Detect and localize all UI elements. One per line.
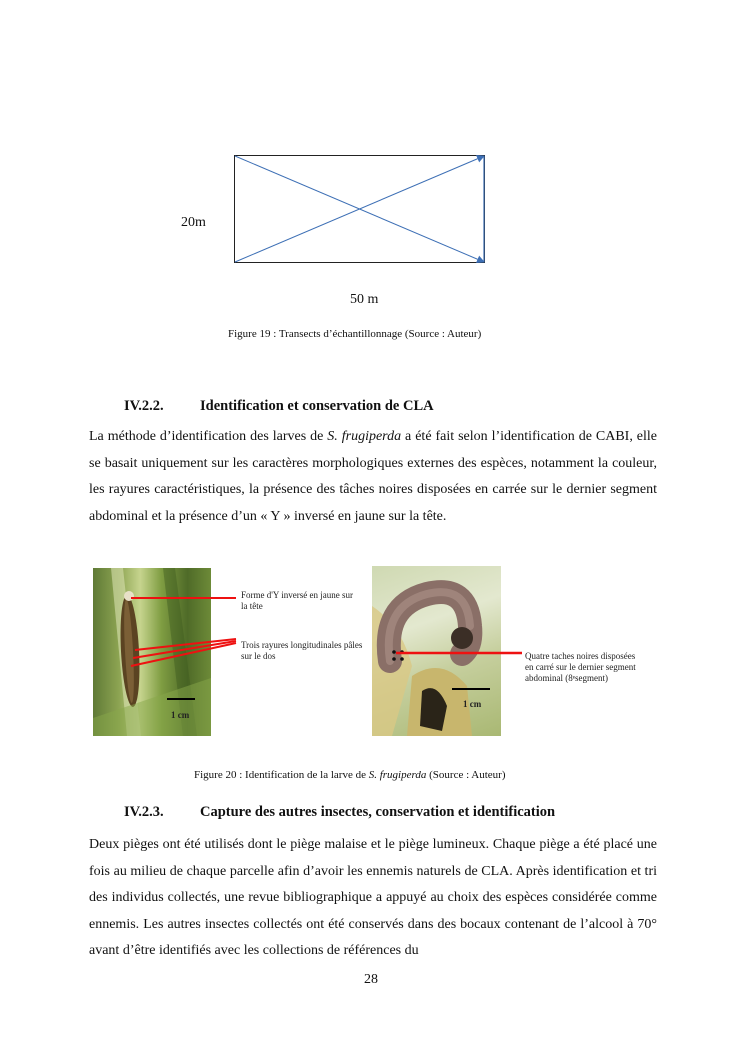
section-223-heading bbox=[124, 804, 556, 821]
section-title: Capture des autres insectes, conservation et identification bbox=[200, 804, 556, 820]
section-222-heading bbox=[124, 398, 434, 415]
height-label: 20m bbox=[181, 215, 206, 230]
stripes-annotation: Trois rayures longitudinales pâles sur le dos bbox=[241, 640, 363, 661]
section-223-paragraph: Deux pièges ont été utilisés dont le piège malaise et le piège lumineux. Chaque piège a été placé une fois au milieu de chaque parcelle afin d’avoir les ennemis naturels de CLA. Après identification et tri des individus collectés, une revue bibliographique a appuyé au choix des espèces considérée comme ennemis. Les autres insectes collectés ont été conservés dans des bocaux contenant de l’alcool à 70° avant d’être identifiés avec les collections de références du bbox=[89, 837, 657, 958]
scale-label: 1 cm bbox=[463, 699, 482, 709]
scale-label: 1 cm bbox=[171, 710, 190, 720]
transect-diagram bbox=[230, 150, 492, 268]
section-number: IV.2.2. bbox=[124, 398, 164, 414]
scale-bar bbox=[452, 688, 490, 690]
section-number: IV.2.3. bbox=[124, 804, 164, 820]
width-label: 50 m bbox=[350, 292, 379, 307]
spots-annotation: Quatre taches noires disposées en carré sur le dernier segment abdominal (8ᵉsegment) bbox=[525, 651, 636, 683]
figure-19-caption: Figure 19 : Transects d’échantillonnage (Source : Auteur) bbox=[228, 328, 482, 340]
annotation-lines-left bbox=[93, 568, 253, 736]
section-222-paragraph: La méthode d’identification des larves de S. frugiperda a été fait selon l’identification de CABI, elle se basait uniquement sur les caractères morphologiques externes des espèces, notamment la couleur, les rayures caractéristiques, la présence des tâches noires disposées en carrée sur le dernier segment abdominal et la présence d’un « Y » inversé en jaune sur la tête. bbox=[89, 429, 657, 524]
figure-20-caption: Figure 20 : Identification de la larve de S. frugiperda (Source : Auteur) bbox=[194, 769, 506, 781]
head-annotation: Forme d'Y inversé en jaune sur la tête bbox=[241, 590, 354, 611]
annotation-line-right bbox=[390, 645, 530, 665]
species-name: S. frugiperda bbox=[327, 429, 402, 444]
page-number: 28 bbox=[364, 972, 378, 987]
section-title: Identification et conservation de CLA bbox=[200, 398, 434, 414]
